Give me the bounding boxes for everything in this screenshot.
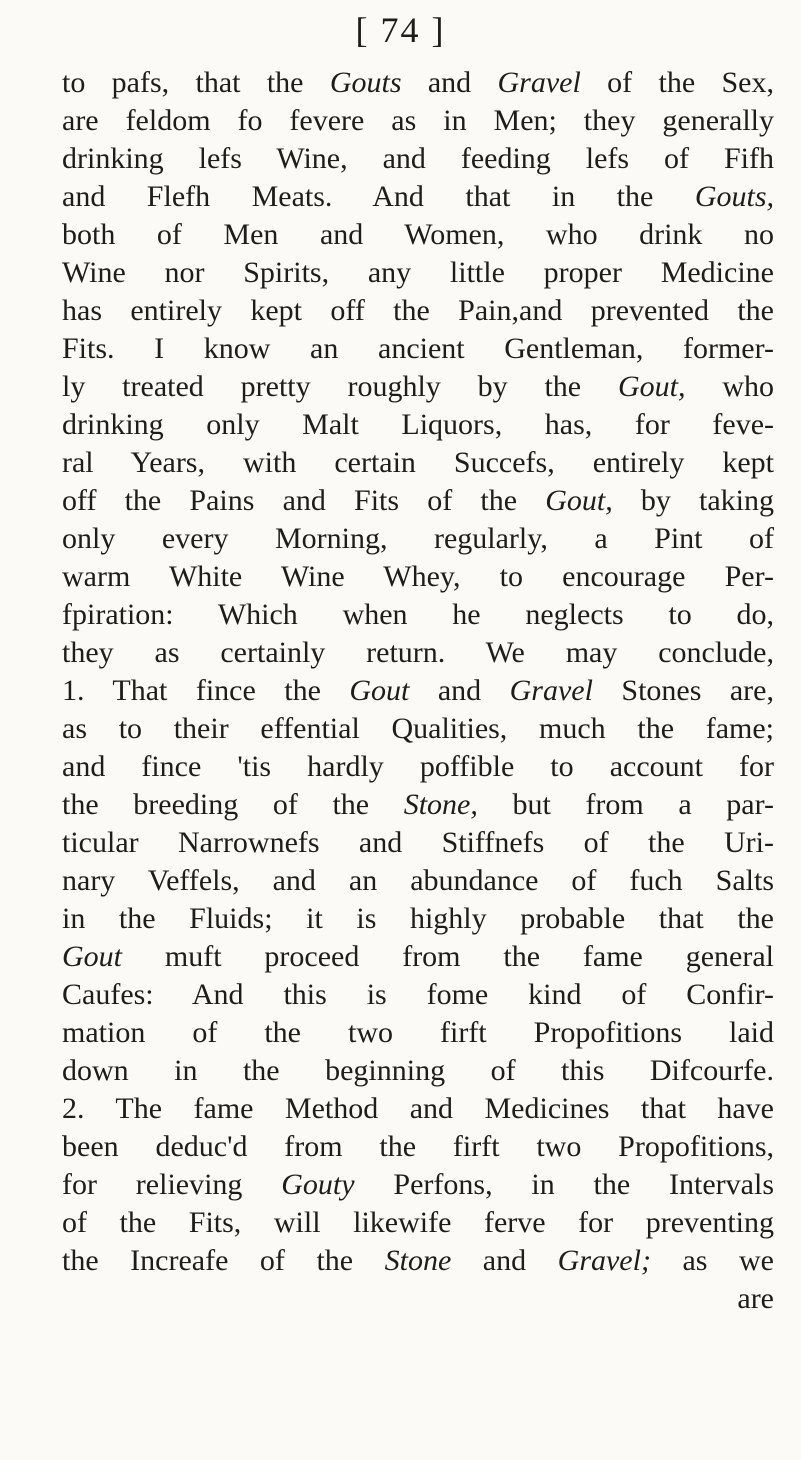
text-line: off the Pains and Fits of the Gout, by taking [62,484,774,517]
text-line: ticular Narrownefs and Stiffnefs of the Uri- [62,826,774,859]
text-line: nary Veffels, and an abundance of fuch Salts [62,864,774,897]
text-line: for relieving Gouty Perfons, in the Intervals [62,1168,774,1201]
text-line: they as certainly return. We may conclude, [62,636,774,669]
text-line: ly treated pretty roughly by the Gout, who [62,370,774,403]
text-line: and Flefh Meats. And that in the Gouts, [62,180,774,213]
text-line: of the Fits, will likewife ferve for preventing [62,1206,774,1239]
text-line: the breeding of the Stone, but from a par- [62,788,774,821]
text-line: in the Fluids; it is highly probable that the [62,902,774,935]
text-line: the Increafe of the Stone and Gravel; as we [62,1244,774,1277]
text-line: Fits. I know an ancient Gentleman, former- [62,332,774,365]
text-line: been deduc'd from the firft two Propofitions, [62,1130,774,1163]
text-line: to pafs, that the Gouts and Gravel of the Sex, [62,66,774,99]
text-line: ral Years, with certain Succefs, entirely kept [62,446,774,479]
text-line: Wine nor Spirits, any little proper Medicine [62,256,774,289]
text-line: both of Men and Women, who drink no [62,218,774,251]
text-line: fpiration: Which when he neglects to do, [62,598,774,631]
text-line: has entirely kept off the Pain,and prevented the [62,294,774,327]
text-line: drinking only Malt Liquors, has, for feve- [62,408,774,441]
text-line: are feldom fo fevere as in Men; they generally [62,104,774,137]
page-number: [ 74 ] [355,10,446,50]
text-line: down in the beginning of this Difcourfe. [62,1054,774,1087]
text-line: as to their effential Qualities, much the fame; [62,712,774,745]
text-line: drinking lefs Wine, and feeding lefs of Fifh [62,142,774,175]
text-line: and fince 'tis hardly poffible to account for [62,750,774,783]
text-line: Caufes: And this is fome kind of Confir- [62,978,774,1011]
text-line: 1. That fince the Gout and Gravel Stones are, [62,674,774,707]
body-text [62,64,774,1318]
text-line: only every Morning, regularly, a Pint of [62,522,774,555]
text-line: 2. The fame Method and Medicines that have [62,1092,774,1125]
catchword: are [737,1282,774,1315]
text-line: Gout muft proceed from the fame general [62,940,774,973]
text-line: warm White Wine Whey, to encourage Per- [62,560,774,593]
text-line: mation of the two firft Propofitions laid [62,1016,774,1049]
